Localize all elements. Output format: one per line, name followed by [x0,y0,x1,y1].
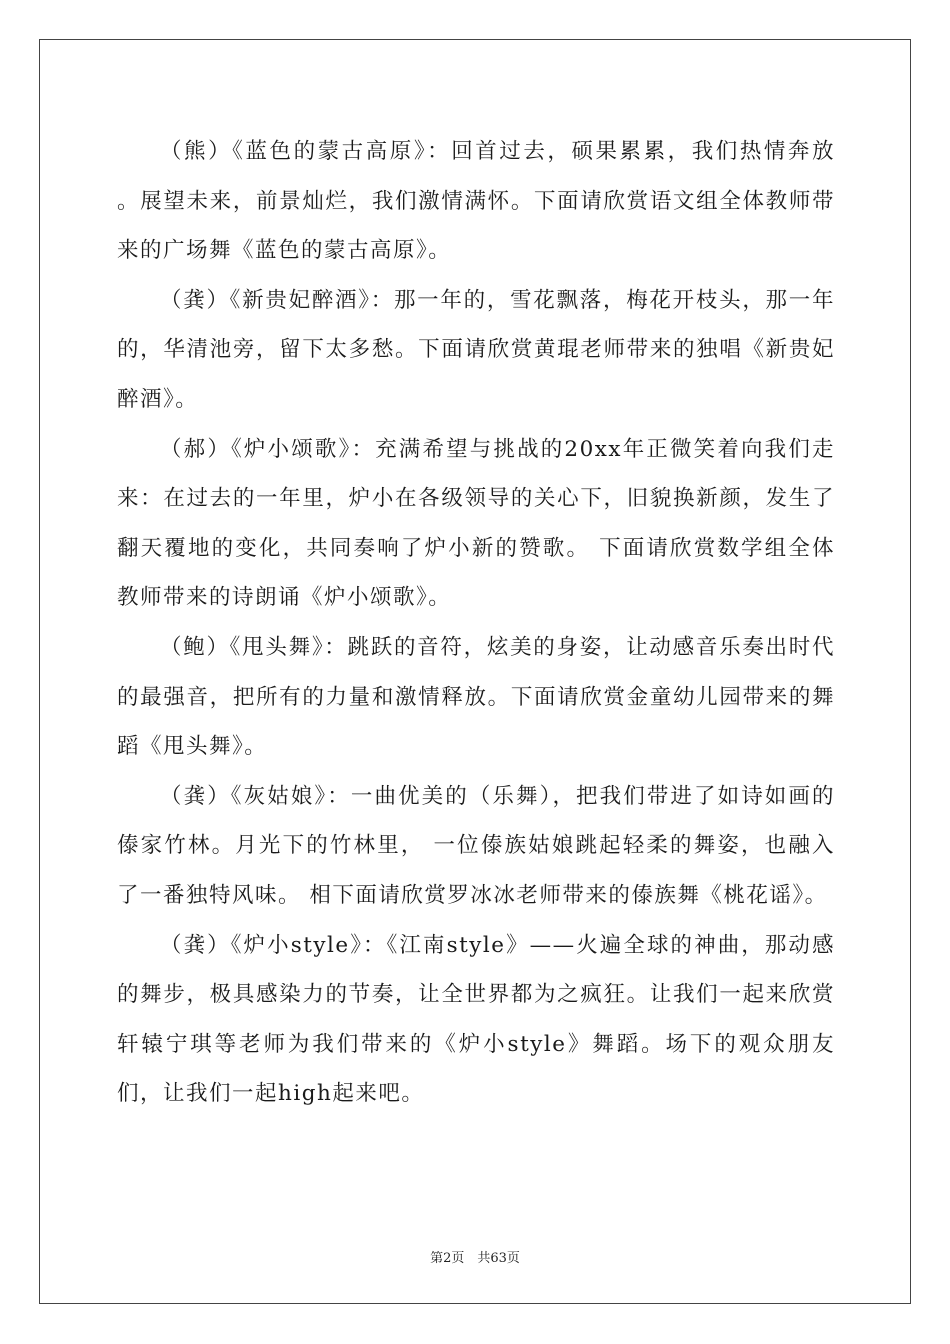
document-body [117,127,835,1119]
paragraph-luxiao-style: （龚）《炉小style》：《江南style》——火遍全球的神曲，那动感的舞步，极具感染力的节奏，让全世界都为之疯狂。让我们一起来欣赏轩辕宁琪等老师为我们带来的《炉小style》舞蹈。场下的观众朋友们，让我们一起high起来吧。 [117,932,835,1107]
paragraph-luxiao-songge: （郝）《炉小颂歌》：充满希望与挑战的20xx年正微笑着向我们走来：在过去的一年里，炉小在各级领导的关心下，旧貌换新颜，发生了翻天覆地的变化，共同奏响了炉小新的赞歌。 下面请欣赏数学组全体教师带来的诗朗诵《炉小颂歌》。 [117,436,835,611]
paragraph-hui-guniang: （龚）《灰姑娘》：一曲优美的（乐舞），把我们带进了如诗如画的傣家竹林。月光下的竹林里， 一位傣族姑娘跳起轻柔的舞姿，也融入了一番独特风味。 相下面请欣赏罗冰冰老师带来的傣族舞《桃花谣》。 [117,783,835,908]
paragraph-lanse-menggu-gaoyuan: （熊）《蓝色的蒙古高原》：回首过去，硕果累累，我们热情奔放 。展望未来，前景灿烂，我们激情满怀。下面请欣赏语文组全体教师带来的广场舞《蓝色的蒙古高原》。 [117,139,835,264]
paragraph-shuaitou-wu: （鲍）《甩头舞》：跳跃的音符，炫美的身姿，让动感音乐奏出时代的最强音，把所有的力量和激情释放。下面请欣赏金童幼儿园带来的舞蹈《甩头舞》。 [117,634,835,760]
paragraph-xin-guifei-zuijiu: （龚）《新贵妃醉酒》：那一年的，雪花飘落，梅花开枝头，那一年的，华清池旁，留下太多愁。下面请欣赏黄琨老师带来的独唱《新贵妃醉酒》。 [117,287,835,412]
page-number-footer: 第2页 共63页 [430,1251,520,1266]
